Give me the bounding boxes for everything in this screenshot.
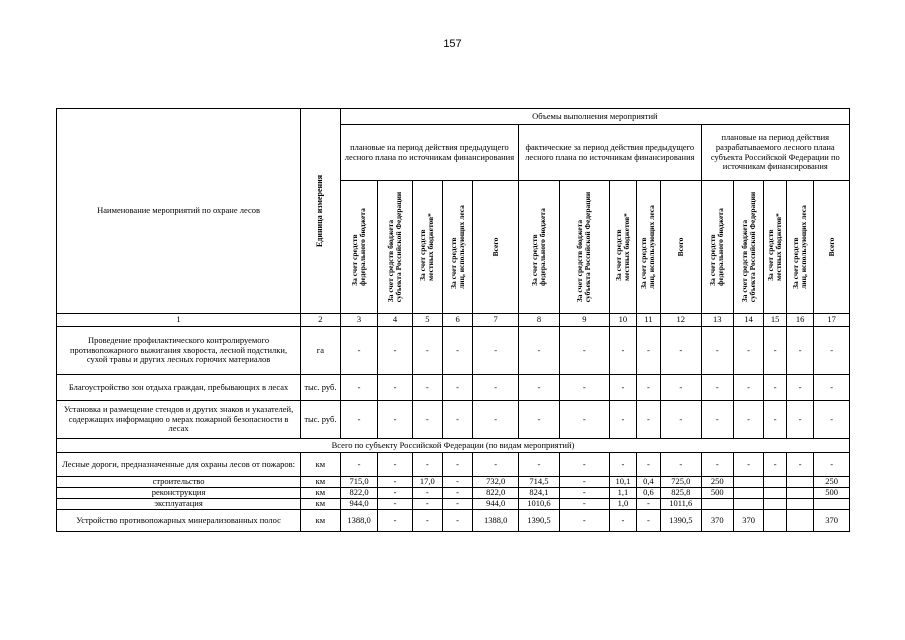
unit-column-header: Единица измерения — [301, 109, 341, 314]
value-cell: - — [636, 401, 660, 439]
value-cell: - — [519, 327, 560, 375]
column-number: 6 — [442, 314, 472, 327]
table-row — [57, 401, 850, 439]
value-cell: - — [814, 453, 850, 477]
value-cell: - — [378, 327, 412, 375]
value-cell: 370 — [733, 510, 763, 532]
value-cell: - — [701, 375, 733, 401]
value-cell: - — [412, 375, 442, 401]
value-cell: - — [559, 510, 609, 532]
value-cell: 822,0 — [340, 488, 378, 499]
value-cell: 1388,0 — [473, 510, 519, 532]
value-cell — [764, 477, 787, 488]
page-number: 157 — [443, 38, 462, 50]
value-cell: 1010,6 — [519, 499, 560, 510]
value-cell: - — [814, 375, 850, 401]
value-cell: 825,8 — [660, 488, 701, 499]
value-cell: - — [473, 375, 519, 401]
value-cell: 0,4 — [636, 477, 660, 488]
sub-column-header: За счет средств бюджета субъекта Российской Федерации — [559, 181, 609, 314]
volumes-header: Объемы выполнения мероприятий — [340, 109, 849, 125]
value-cell: - — [609, 510, 636, 532]
value-cell — [787, 510, 814, 532]
activity-name: строительство — [57, 477, 301, 488]
table-row — [57, 375, 850, 401]
column-number: 2 — [301, 314, 341, 327]
sub-column-header: За счет средств бюджета субъекта Российской Федерации — [378, 181, 412, 314]
unit-cell: тыс. руб. — [301, 401, 341, 439]
activity-name: Проведение профилактического контролируемого противопожарного выжигания хвороста, лесной подстилки, сухой травы и других лесных горючих материалов — [57, 327, 301, 375]
value-cell: 17,0 — [412, 477, 442, 488]
column-number: 8 — [519, 314, 560, 327]
value-cell: - — [559, 453, 609, 477]
table-row — [57, 499, 850, 510]
value-cell: - — [787, 375, 814, 401]
value-cell: - — [559, 327, 609, 375]
value-cell: - — [412, 510, 442, 532]
value-cell: 370 — [814, 510, 850, 532]
sub-column-header: Всего — [660, 181, 701, 314]
column-number: 1 — [57, 314, 301, 327]
value-cell: - — [442, 327, 472, 375]
value-cell: - — [559, 375, 609, 401]
name-column-header: Наименование мероприятий по охране лесов — [57, 109, 301, 314]
group-header-planned-previous: плановые на период действия предыдущего лесного плана по источникам финансирования — [340, 125, 518, 181]
activity-name: Лесные дороги, предназначенные для охраны лесов от пожаров: — [57, 453, 301, 477]
value-cell: - — [559, 477, 609, 488]
value-cell — [733, 488, 763, 499]
value-cell: - — [733, 375, 763, 401]
value-cell — [787, 488, 814, 499]
value-cell: - — [559, 401, 609, 439]
value-cell: - — [378, 499, 412, 510]
unit-cell: км — [301, 477, 341, 488]
table-row — [57, 453, 850, 477]
table-row — [57, 477, 850, 488]
value-cell: - — [787, 453, 814, 477]
unit-cell: км — [301, 499, 341, 510]
value-cell: 1388,0 — [340, 510, 378, 532]
column-number: 7 — [473, 314, 519, 327]
value-cell: 0,6 — [636, 488, 660, 499]
value-cell: - — [764, 327, 787, 375]
value-cell — [733, 499, 763, 510]
sub-column-header: За счет средств местных бюджетов* — [412, 181, 442, 314]
value-cell: - — [701, 327, 733, 375]
sub-column-header: За счет средств лиц, использующих леса — [787, 181, 814, 314]
value-cell: - — [609, 401, 636, 439]
value-cell: - — [412, 488, 442, 499]
section-title: Всего по субъекту Российской Федерации (по видам мероприятий) — [57, 439, 850, 453]
column-number: 15 — [764, 314, 787, 327]
unit-cell: км — [301, 453, 341, 477]
sub-column-header: За счет средств местных бюджетов* — [609, 181, 636, 314]
value-cell: - — [701, 401, 733, 439]
value-cell: 250 — [814, 477, 850, 488]
value-cell: - — [519, 375, 560, 401]
value-cell — [764, 488, 787, 499]
value-cell: - — [473, 401, 519, 439]
value-cell: - — [412, 327, 442, 375]
sub-column-header: За счет средств федерального бюджета — [340, 181, 378, 314]
value-cell: - — [787, 327, 814, 375]
table-row — [57, 488, 850, 499]
column-number: 5 — [412, 314, 442, 327]
value-cell: - — [473, 327, 519, 375]
value-cell: - — [559, 499, 609, 510]
value-cell: 822,0 — [473, 488, 519, 499]
value-cell: - — [636, 327, 660, 375]
value-cell: - — [378, 477, 412, 488]
value-cell: - — [442, 510, 472, 532]
value-cell: - — [660, 453, 701, 477]
value-cell: - — [412, 401, 442, 439]
value-cell: - — [340, 375, 378, 401]
value-cell: - — [609, 375, 636, 401]
value-cell: - — [764, 401, 787, 439]
value-cell: 1011,6 — [660, 499, 701, 510]
value-cell: - — [701, 453, 733, 477]
sub-column-header: За счет средств федерального бюджета — [519, 181, 560, 314]
value-cell: - — [340, 453, 378, 477]
value-cell: - — [733, 453, 763, 477]
column-number: 13 — [701, 314, 733, 327]
value-cell — [787, 477, 814, 488]
value-cell: - — [412, 499, 442, 510]
column-number: 10 — [609, 314, 636, 327]
value-cell: 1390,5 — [660, 510, 701, 532]
activity-name: эксплуатация — [57, 499, 301, 510]
value-cell — [814, 499, 850, 510]
value-cell: - — [787, 401, 814, 439]
sub-column-header: За счет средств лиц, использующих леса — [636, 181, 660, 314]
value-cell: - — [636, 499, 660, 510]
column-number: 12 — [660, 314, 701, 327]
group-header-actual-previous: фактические за период действия предыдущего лесного плана по источникам финансирования — [519, 125, 702, 181]
column-number: 17 — [814, 314, 850, 327]
column-number: 11 — [636, 314, 660, 327]
column-number: 16 — [787, 314, 814, 327]
value-cell: - — [442, 499, 472, 510]
value-cell — [764, 499, 787, 510]
value-cell: - — [442, 477, 472, 488]
value-cell: - — [442, 401, 472, 439]
table-row — [57, 327, 850, 375]
value-cell: - — [609, 453, 636, 477]
value-cell: - — [412, 453, 442, 477]
value-cell: 1,1 — [609, 488, 636, 499]
value-cell: - — [636, 510, 660, 532]
value-cell: - — [378, 510, 412, 532]
sub-column-header: За счет средств бюджета субъекта Российской Федерации — [733, 181, 763, 314]
value-cell: 944,0 — [473, 499, 519, 510]
sub-column-header: За счет средств федерального бюджета — [701, 181, 733, 314]
value-cell: - — [636, 375, 660, 401]
unit-cell: км — [301, 488, 341, 499]
value-cell: 944,0 — [340, 499, 378, 510]
unit-cell: тыс. руб. — [301, 375, 341, 401]
value-cell: 370 — [701, 510, 733, 532]
value-cell: 725,0 — [660, 477, 701, 488]
value-cell: - — [378, 375, 412, 401]
value-cell: - — [814, 327, 850, 375]
activity-name: Устройство противопожарных минерализованных полос — [57, 510, 301, 532]
value-cell: 715,0 — [340, 477, 378, 488]
sub-column-header: Всего — [473, 181, 519, 314]
value-cell: - — [764, 453, 787, 477]
column-number: 14 — [733, 314, 763, 327]
activity-name: Благоустройство зон отдыха граждан, пребывающих в лесах — [57, 375, 301, 401]
value-cell: - — [733, 401, 763, 439]
column-number: 9 — [559, 314, 609, 327]
value-cell: 500 — [701, 488, 733, 499]
value-cell: - — [442, 453, 472, 477]
value-cell: - — [442, 488, 472, 499]
value-cell — [787, 499, 814, 510]
value-cell: - — [519, 401, 560, 439]
value-cell: - — [660, 327, 701, 375]
value-cell: - — [660, 401, 701, 439]
group-header-planned-new: плановые на период действия разрабатываемого лесного плана субъекта Российской Федерации по источникам финансирования — [701, 125, 849, 181]
sub-column-header: За счет средств лиц, использующих леса — [442, 181, 472, 314]
value-cell — [733, 477, 763, 488]
unit-cell: км — [301, 510, 341, 532]
value-cell: 1390,5 — [519, 510, 560, 532]
value-cell: - — [378, 488, 412, 499]
value-cell: - — [442, 375, 472, 401]
value-cell: 250 — [701, 477, 733, 488]
sub-column-header: Всего — [814, 181, 850, 314]
value-cell: 10,1 — [609, 477, 636, 488]
activity-name: Установка и размещение стендов и других знаков и указателей, содержащих информацию о мерах пожарной безопасности в лесах — [57, 401, 301, 439]
value-cell: - — [814, 401, 850, 439]
value-cell: 824,1 — [519, 488, 560, 499]
value-cell: 732,0 — [473, 477, 519, 488]
value-cell: - — [340, 327, 378, 375]
value-cell: - — [519, 453, 560, 477]
value-cell: - — [378, 401, 412, 439]
value-cell: 500 — [814, 488, 850, 499]
value-cell: - — [559, 488, 609, 499]
forest-protection-table — [56, 108, 850, 532]
table-row — [57, 510, 850, 532]
activity-name: реконструкция — [57, 488, 301, 499]
value-cell: - — [473, 453, 519, 477]
value-cell: - — [636, 453, 660, 477]
value-cell: - — [609, 327, 636, 375]
value-cell: 1,0 — [609, 499, 636, 510]
column-number: 3 — [340, 314, 378, 327]
value-cell: - — [660, 375, 701, 401]
value-cell — [764, 510, 787, 532]
column-number: 4 — [378, 314, 412, 327]
value-cell — [701, 499, 733, 510]
unit-cell: га — [301, 327, 341, 375]
value-cell: - — [733, 327, 763, 375]
value-cell: - — [764, 375, 787, 401]
sub-column-header: За счет средств местных бюджетов* — [764, 181, 787, 314]
value-cell: - — [340, 401, 378, 439]
value-cell: 714,5 — [519, 477, 560, 488]
value-cell: - — [378, 453, 412, 477]
